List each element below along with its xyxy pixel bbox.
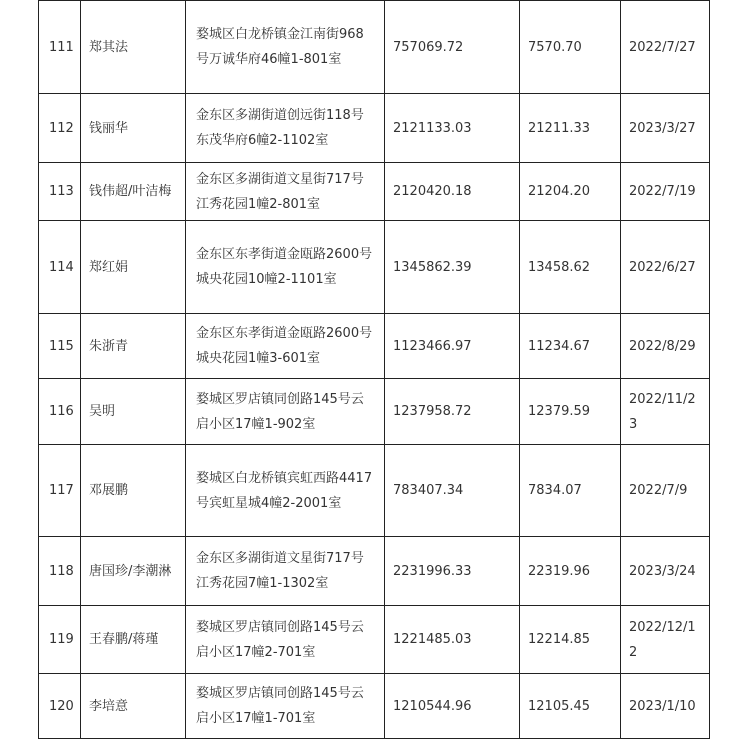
table-row bbox=[39, 379, 710, 445]
property-address-cell: 金东区多湖街道文星街717号江秀花园7幢1-1302室 bbox=[186, 537, 385, 606]
amount-cell: 783407.34 bbox=[385, 445, 520, 537]
property-address-cell: 婺城区罗店镇同创路145号云启小区17幢2-701室 bbox=[186, 606, 385, 674]
deposit-cell: 13458.62 bbox=[520, 221, 621, 314]
table-row bbox=[39, 606, 710, 674]
amount-cell: 1345862.39 bbox=[385, 221, 520, 314]
deposit-cell: 7570.70 bbox=[520, 1, 621, 94]
amount-cell: 1123466.97 bbox=[385, 314, 520, 379]
deposit-cell: 22319.96 bbox=[520, 537, 621, 606]
date-cell: 2022/7/9 bbox=[621, 445, 710, 537]
date-cell: 2022/6/27 bbox=[621, 221, 710, 314]
table-row bbox=[39, 314, 710, 379]
date-cell: 2022/7/19 bbox=[621, 163, 710, 221]
row-number-cell: 115 bbox=[39, 314, 81, 379]
amount-cell: 1210544.96 bbox=[385, 674, 520, 739]
property-address-cell: 婺城区罗店镇同创路145号云启小区17幢1-701室 bbox=[186, 674, 385, 739]
property-address-cell: 金东区多湖街道创远街118号东茂华府6幢2-1102室 bbox=[186, 94, 385, 163]
buyer-name-cell: 郑其法 bbox=[81, 1, 186, 94]
deposit-cell: 12379.59 bbox=[520, 379, 621, 445]
buyer-name-cell: 郑红娟 bbox=[81, 221, 186, 314]
table-row bbox=[39, 94, 710, 163]
deposit-cell: 21204.20 bbox=[520, 163, 621, 221]
deposit-cell: 11234.67 bbox=[520, 314, 621, 379]
date-cell: 2022/12/12 bbox=[621, 606, 710, 674]
amount-cell: 1237958.72 bbox=[385, 379, 520, 445]
property-address-cell: 金东区东孝街道金瓯路2600号城央花园1幢3-601室 bbox=[186, 314, 385, 379]
amount-cell: 757069.72 bbox=[385, 1, 520, 94]
buyer-name-cell: 钱丽华 bbox=[81, 94, 186, 163]
property-address-cell: 金东区东孝街道金瓯路2600号城央花园10幢2-1101室 bbox=[186, 221, 385, 314]
deposit-cell: 12214.85 bbox=[520, 606, 621, 674]
amount-cell: 1221485.03 bbox=[385, 606, 520, 674]
table-row bbox=[39, 537, 710, 606]
date-cell: 2022/8/29 bbox=[621, 314, 710, 379]
row-number-cell: 117 bbox=[39, 445, 81, 537]
property-address-cell: 金东区多湖街道文星街717号江秀花园1幢2-801室 bbox=[186, 163, 385, 221]
date-cell: 2023/3/27 bbox=[621, 94, 710, 163]
date-cell: 2023/1/10 bbox=[621, 674, 710, 739]
amount-cell: 2231996.33 bbox=[385, 537, 520, 606]
amount-cell: 2121133.03 bbox=[385, 94, 520, 163]
table-row bbox=[39, 674, 710, 739]
table-row bbox=[39, 221, 710, 314]
row-number-cell: 114 bbox=[39, 221, 81, 314]
table-body bbox=[39, 1, 710, 739]
buyer-name-cell: 李培意 bbox=[81, 674, 186, 739]
buyer-name-cell: 钱伟超/叶洁梅 bbox=[81, 163, 186, 221]
buyer-name-cell: 唐国珍/李潮淋 bbox=[81, 537, 186, 606]
buyer-name-cell: 朱浙青 bbox=[81, 314, 186, 379]
deposit-cell: 7834.07 bbox=[520, 445, 621, 537]
row-number-cell: 119 bbox=[39, 606, 81, 674]
table-row bbox=[39, 163, 710, 221]
data-table bbox=[38, 0, 710, 739]
property-address-cell: 婺城区白龙桥镇金江南街968号万诚华府46幢1-801室 bbox=[186, 1, 385, 94]
deposit-cell: 21211.33 bbox=[520, 94, 621, 163]
deposit-cell: 12105.45 bbox=[520, 674, 621, 739]
row-number-cell: 113 bbox=[39, 163, 81, 221]
row-number-cell: 111 bbox=[39, 1, 81, 94]
amount-cell: 2120420.18 bbox=[385, 163, 520, 221]
property-address-cell: 婺城区罗店镇同创路145号云启小区17幢1-902室 bbox=[186, 379, 385, 445]
buyer-name-cell: 吴明 bbox=[81, 379, 186, 445]
date-cell: 2022/7/27 bbox=[621, 1, 710, 94]
date-cell: 2022/11/23 bbox=[621, 379, 710, 445]
row-number-cell: 116 bbox=[39, 379, 81, 445]
property-address-cell: 婺城区白龙桥镇宾虹西路4417号宾虹星城4幢2-2001室 bbox=[186, 445, 385, 537]
row-number-cell: 118 bbox=[39, 537, 81, 606]
date-cell: 2023/3/24 bbox=[621, 537, 710, 606]
buyer-name-cell: 王春鹏/蒋瑾 bbox=[81, 606, 186, 674]
table-row bbox=[39, 1, 710, 94]
table-row bbox=[39, 445, 710, 537]
row-number-cell: 112 bbox=[39, 94, 81, 163]
buyer-name-cell: 邓展鹏 bbox=[81, 445, 186, 537]
row-number-cell: 120 bbox=[39, 674, 81, 739]
